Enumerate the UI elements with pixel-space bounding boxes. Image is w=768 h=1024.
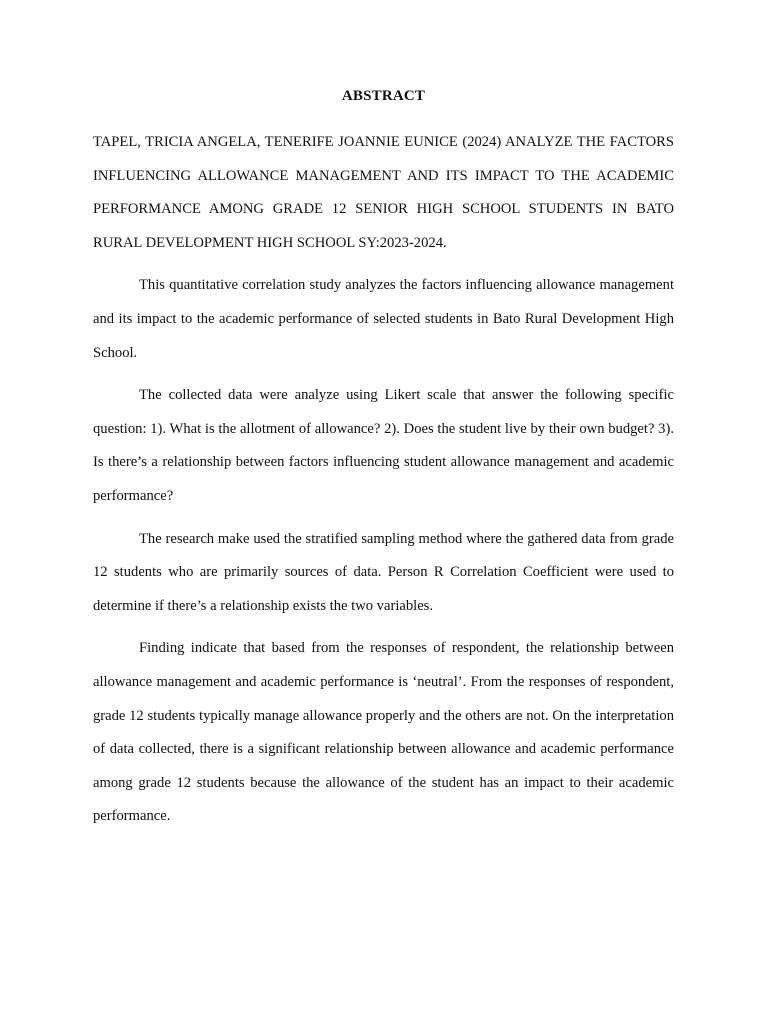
body-paragraph-4: Finding indicate that based from the responses of respondent, the relationship between allowance management and academic performance is ‘neutral’. From the responses of respondent, grade 12 students typically manage allowance properly and the others are not. On the interpretation of data collected, there is a significant relationship between allowance and academic performance among grade 12 students because the allowance of the student has an impact to their academic performance. [93, 640, 674, 825]
document-page [93, 84, 674, 843]
body-paragraph-3: The research make used the stratified sampling method where the gathered data from grade 12 students who are primarily sources of data. Person R Correlation Coefficient were used to determine if there’s a relationship exists the two variables. [93, 530, 674, 614]
body-paragraph-1: This quantitative correlation study analyzes the factors influencing allowance management and its impact to the academic performance of selected students in Bato Rural Development High School. [93, 277, 674, 361]
citation-paragraph: TAPEL, TRICIA ANGELA, TENERIFE JOANNIE EUNICE (2024) ANALYZE THE FACTORS INFLUENCING ALLOWANCE MANAGEMENT AND ITS IMPACT TO THE ACADEMIC PERFORMANCE AMONG GRADE 12 SENIOR HIGH SCHOOL STUDENTS IN BATO RURAL DEVELOPMENT HIGH SCHOOL SY:2023-2024. [93, 134, 674, 251]
body-paragraph-2: The collected data were analyze using Likert scale that answer the following specific question: 1). What is the allotment of allowance? 2). Does the student live by their own budget? 3). Is there’s a relationship between factors influencing student allowance management and academic performance? [93, 387, 674, 504]
abstract-title: ABSTRACT [341, 88, 426, 104]
